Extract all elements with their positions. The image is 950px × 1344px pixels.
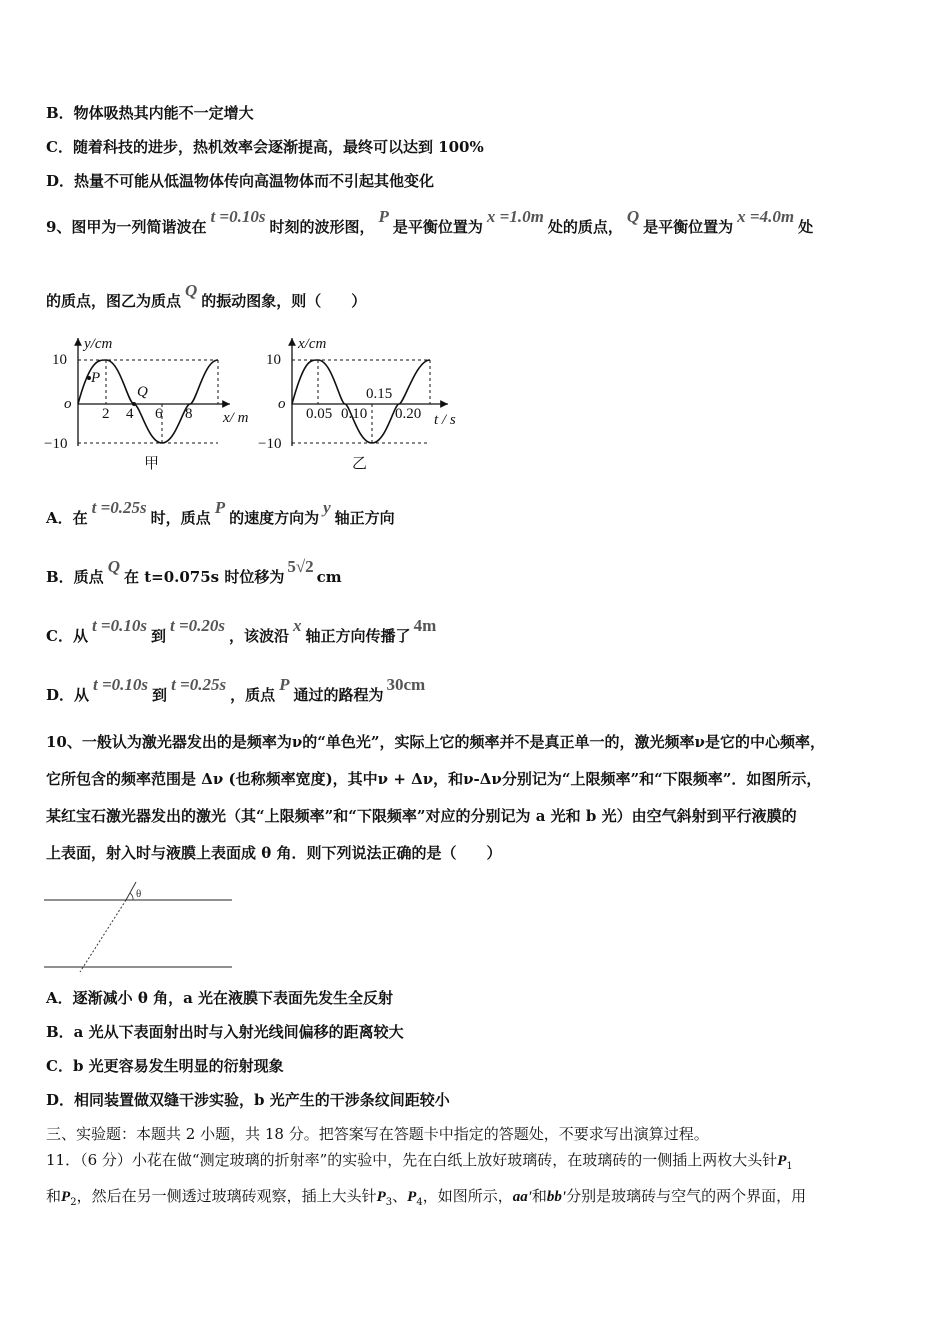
t-axis-label: t / s [434, 412, 456, 428]
math-p: P [279, 675, 290, 694]
q10-option-d: D．相同装置做双缝干涉实验，b 光产生的干涉条纹间距较小 [46, 1091, 450, 1109]
q9-text: 处的质点， [547, 218, 623, 236]
pin-p1: P [777, 1153, 787, 1169]
q11-text: 和 [46, 1187, 62, 1205]
liquid-film-diagram [44, 880, 236, 975]
section-3-heading: 三、实验题：本题共 2 小题，共 18 分。把答案写在答题卡中指定的答题处，不要求写出演算过程。 [46, 1125, 709, 1143]
q10-stem-line2: 它所包含的频率范围是 Δν (也称频率宽度)，其中ν + Δν，和ν-Δν分别记为“上限频率”和“下限频率”．如图所示， [46, 770, 822, 788]
x-tick: 2 [102, 406, 110, 422]
q11-line1 [46, 1150, 793, 1177]
option-text: 轴正方向 [334, 509, 395, 527]
option-text: 到 [152, 686, 168, 704]
t-tick: 0.05 [306, 406, 333, 422]
math-x: x [293, 616, 302, 635]
q11-text: ，然后在另一侧透过玻璃砖观察，插上大头针 [76, 1187, 377, 1205]
math-sqrt: 5√2 [287, 557, 314, 576]
x-tick: 8 [185, 406, 193, 422]
option-text: A．在 [46, 509, 88, 527]
q9-text: 的振动图象，则（ ） [201, 292, 367, 310]
option-text: 的速度方向为 [229, 509, 320, 527]
point-p-label: P [91, 370, 101, 386]
x-tick: 4 [126, 406, 134, 422]
x-tick: 6 [155, 406, 163, 422]
math-x: x =4.0m [737, 207, 795, 226]
pin-p3-subscript: 3 [385, 1197, 393, 1208]
y-axis-label: x/cm [298, 336, 327, 352]
math-y: y [323, 498, 331, 517]
y-tick-pos: 10 [52, 352, 67, 368]
math-q: Q [185, 281, 198, 300]
q9-text: 是平衡位置为 [392, 218, 483, 236]
math-p: P [214, 498, 226, 517]
q9-option-b [46, 557, 342, 587]
math-t: t =0.10s [93, 675, 149, 694]
pin-p1-subscript: 1 [786, 1161, 793, 1172]
origin-label: o [278, 396, 286, 412]
math-distance: 4m [413, 616, 437, 635]
option-text: ，该波沿 [229, 627, 290, 645]
q10-option-a: A．逐渐减小 θ 角，a 光在液膜下表面先发生全反射 [46, 989, 394, 1007]
q9-text: 处 [798, 218, 814, 236]
q9-stem-line1 [46, 207, 814, 237]
option-text: B．质点 [46, 568, 104, 586]
origin-label: o [64, 396, 72, 412]
vibration-graph-yi [258, 330, 468, 475]
option-text: 轴正方向传播了 [305, 627, 411, 645]
q9-text: 是平衡位置为 [643, 218, 734, 236]
incident-ray [126, 882, 136, 900]
option-text: 到 [150, 627, 166, 645]
refracted-ray [80, 900, 126, 972]
q9-option-d [46, 675, 428, 705]
math-x: x =1.0m [486, 207, 544, 226]
q9-option-c [46, 616, 439, 646]
graph-caption: 甲 [144, 456, 160, 472]
q9-text: 时刻的波形图， [269, 218, 375, 236]
wave-graph-jia [40, 330, 260, 475]
y-tick-neg: −10 [258, 436, 282, 452]
math-q: Q [107, 557, 120, 576]
math-t: t =0.10s [210, 207, 266, 226]
angle-arc [130, 893, 133, 900]
option-text: C．从 [46, 627, 88, 645]
option-text: D．从 [46, 686, 90, 704]
y-tick-pos: 10 [266, 352, 281, 368]
q11-text: ，如图所示， [422, 1187, 513, 1205]
pin-p2: P [61, 1189, 71, 1205]
math-q: Q [626, 207, 640, 226]
t-tick: 0.10 [341, 406, 368, 422]
option-text: 时，质点 [150, 509, 211, 527]
graph-caption: 乙 [352, 456, 368, 472]
option-text: cm [316, 568, 342, 586]
q9-option-a [46, 498, 395, 528]
q11-text: 、 [392, 1187, 408, 1205]
t-tick: 0.15 [366, 386, 393, 402]
math-t: t =0.25s [171, 675, 227, 694]
q10-stem-line3: 某红宝石激光器发出的激光（其“上限频率”和“下限频率”对应的分别记为 a 光和 b 光）由空气斜射到平行液膜的 [46, 807, 797, 825]
option-text: 在 t=0.075s 时位移为 [123, 568, 285, 586]
math-t: t =0.25s [91, 498, 147, 517]
vibration-curve [292, 360, 430, 443]
pin-p4: P [407, 1189, 417, 1205]
interface-bb: bb' [546, 1189, 567, 1205]
t-tick: 0.20 [395, 406, 422, 422]
y-tick-neg: −10 [44, 436, 68, 452]
q11-text: 分别是玻璃砖与空气的两个界面，用 [566, 1187, 807, 1205]
q11-text: 和 [531, 1187, 547, 1205]
q8-option-b: B．物体吸热其内能不一定增大 [46, 104, 254, 122]
y-axis-label: y/cm [84, 336, 113, 352]
interface-aa: aa' [512, 1189, 532, 1205]
math-distance: 30cm [386, 675, 426, 694]
math-p: P [378, 207, 389, 226]
q9-stem-line2 [46, 281, 367, 311]
q9-text: 9、图甲为一列简谐波在 [46, 218, 207, 236]
q11-line2 [46, 1186, 806, 1213]
option-text: 通过的路程为 [293, 686, 384, 704]
q10-option-c: C．b 光更容易发生明显的衍射现象 [46, 1057, 284, 1075]
q9-text: 的质点，图乙为质点 [46, 292, 182, 310]
q11-text: 11．（6 分）小花在做“测定玻璃的折射率”的实验中，先在白纸上放好玻璃砖，在玻璃砖的一侧插上两枚大头针 [46, 1151, 778, 1169]
x-axis-label: x/ m [223, 410, 249, 426]
math-t: t =0.20s [170, 616, 226, 635]
q10-stem-line1: 10、一般认为激光器发出的是频率为ν的“单色光”，实际上它的频率并不是真正单一的，激光频率ν是它的中心频率， [46, 733, 825, 751]
pin-p2-subscript: 2 [70, 1197, 77, 1208]
q8-option-d: D．热量不可能从低温物体传向高温物体而不引起其他变化 [46, 172, 435, 190]
pin-p4-subscript: 4 [416, 1197, 423, 1208]
math-t: t =0.10s [91, 616, 147, 635]
q8-option-c: C．随着科技的进步，热机效率会逐渐提高，最终可以达到 100% [46, 138, 484, 156]
point-q-label: Q [137, 384, 148, 400]
q10-option-b: B．a 光从下表面射出时与入射光线间偏移的距离较大 [46, 1023, 404, 1041]
theta-label: θ [136, 888, 142, 900]
pin-p3: P [376, 1189, 386, 1205]
q10-stem-line4: 上表面，射入时与液膜上表面成 θ 角．则下列说法正确的是（ ） [46, 844, 502, 862]
option-text: ，质点 [230, 686, 276, 704]
